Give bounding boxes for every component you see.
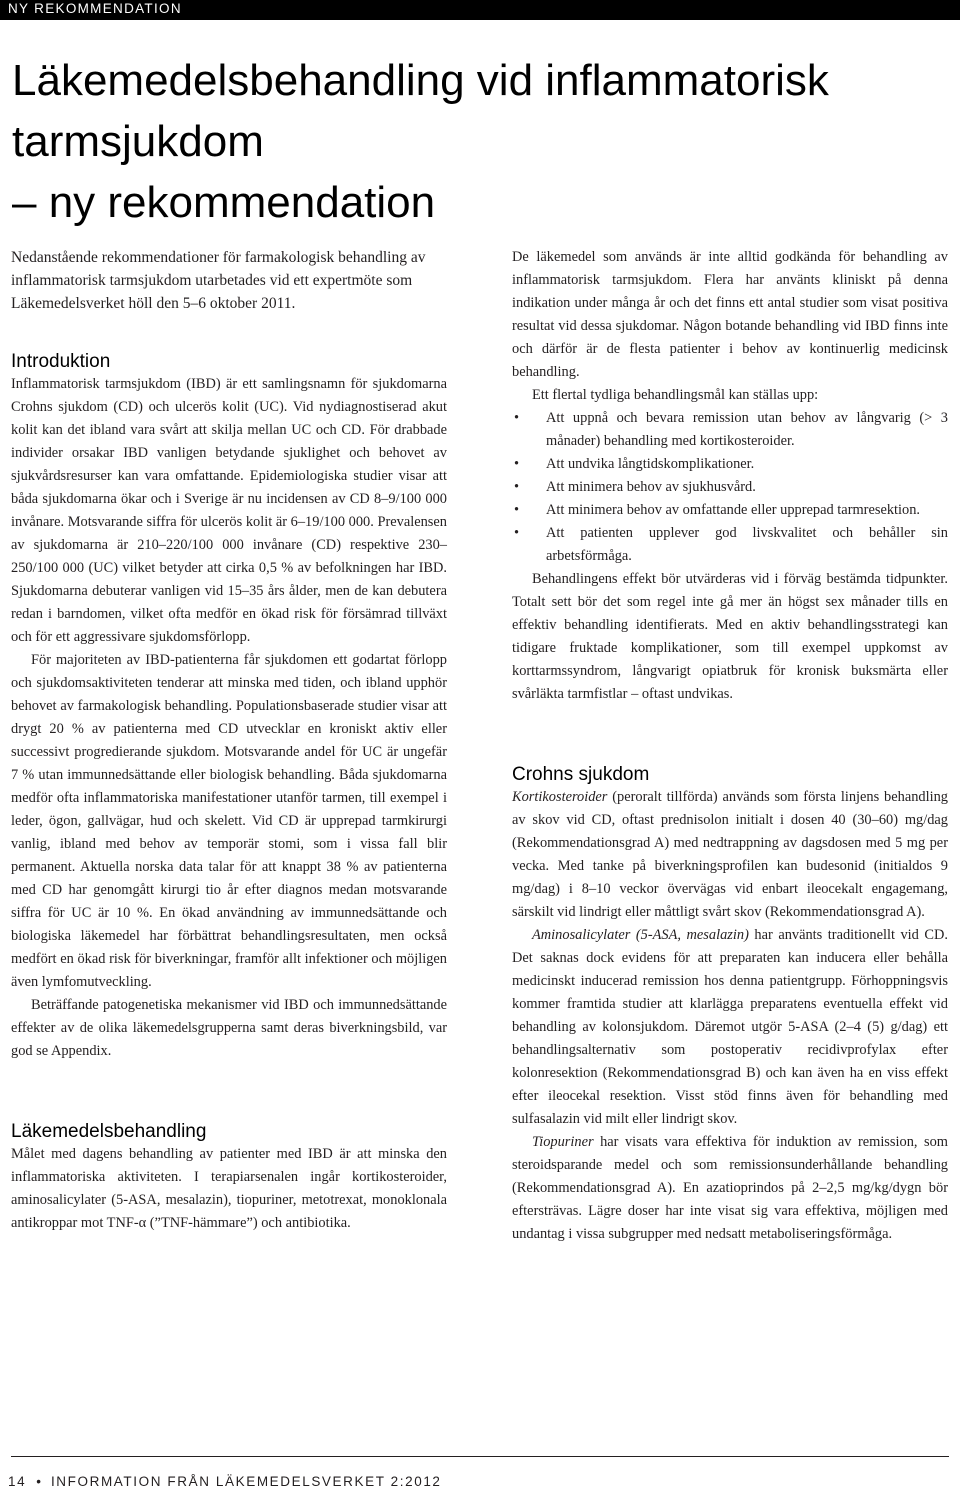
section-header-band (0, 0, 960, 20)
right-paragraph-3: Behandlingens effekt bör utvärderas vid i förväg bestämda tidpunkter. Totalt sett bör det som regel inte gå mer än högst sex månader tills en effektiv behandling identifierats. Med en aktiv behandlingsstrategi kan tidigare fruktade komplikationer, som till exempel uppkomst av korttarmssyndrom, långvarigt opiatbruk för kronisk buksmärta eller svårläkta tarmfistlar – oftast undvikas. (512, 571, 948, 702)
footer-divider (11, 1456, 949, 1457)
term-aminosalicylater: Aminosalicylater (5-ASA, mesalazin) (532, 927, 749, 943)
right-column (512, 246, 948, 1246)
heading-lakemedelsbehandling: Läkemedelsbehandling (11, 1121, 207, 1142)
page-title (12, 50, 952, 233)
list-item: • Att uppnå och bevara remission utan behov av långvarig (> 3 månader) behandling med kortikosteroider. (512, 407, 948, 453)
publication-name: INFORMATION FRÅN LÄKEMEDELSVERKET 2:2012 (50, 1474, 442, 1489)
goals-intro: Ett flertal tydliga behandlingsmål kan ställas upp: (532, 387, 819, 403)
title-line-2: tarmsjukdom (12, 117, 264, 166)
left-column (11, 246, 447, 1235)
right-paragraph-1: De läkemedel som används är inte alltid godkända för behandling av inflammatorisk tarmsjukdom. Flera har använts kliniskt på denna indikation under många år och det finns ett antal studier som visat positiva resultat vid dessa sjukdomar. Någon botande behandling vid IBD finns inte och därför är de flesta patienter i behov av kontinuerlig medicinsk behandling. (512, 249, 948, 380)
treatment-goals-list (512, 407, 948, 568)
heading-introduktion: Introduktion (11, 351, 111, 372)
list-item: • Att undvika långtidskomplikationer. (512, 453, 948, 476)
crohn-paragraph-3-text: har visats vara effektiva för induktion av remission, som steroidsparande medel och som remissionsunderhållande behandling (Rekommendationsgrad A). En azatioprindos på 2–2,5 mg/kg/dygn bör eftersträvas. Lägre doser har inte visat sig vara effektiva, möjligen med undantag i vissa subgrupper med nedsatt metaboliseringsförmåga. (512, 1134, 948, 1242)
section-label: NY REKOMMENDATION (8, 1, 182, 16)
title-line-3: – ny rekommendation (12, 178, 436, 227)
crohn-paragraph-1 (512, 786, 948, 924)
intro-paragraph-2: För majoriteten av IBD-patienterna får sjukdomen ett godartat förlopp och sjukdomsaktiviteten tenderar att minska med tiden, och ibland upphör behovet av farmakologisk behandling. Populationsbaserade studier visar att drygt 20 % av patienterna med CD utvecklar en kroniskt aktiv eller successivt progredierande sjukdom. Motsvarande andel för UC är ungefär 7 % utan immunnedsättande eller biologisk behandling. Båda sjukdomarna medför ofta inflammatoriska manifestationer utanför tarmen, till exempel i leder, ögon, gallvägar, hud och skelett. Vid CD är upprepad tarmkirurgi vanlig, ibland med behov av temporär stomi, som i vissa fall blir permanent. Aktuella norska data talar för att knappt 38 % av patienterna med CD har genomgått kirurgi tio år efter diagnos medan motsvarande siffra för UC är 10 %. En ökad användning av immunnedsättande och biologiska läkemedel har förbättrat behandlingsresultaten, men också medfört en ökad risk för biverkningar, framför allt infektioner och möjligen även lymfomutveckling. (11, 652, 447, 990)
treatment-paragraph-1: Målet med dagens behandling av patienter med IBD är att minska den inflammatoriska aktiviteten. I terapiarsenalen ingår kortikosteroider, aminosalicylater (5-ASA, mesalazin), tiopuriner, metotrexat, monoklonala antikroppar mot TNF-α (”TNF-hämmare”) och antibiotika. (11, 1146, 447, 1231)
intro-paragraph-1: Inflammatorisk tarmsjukdom (IBD) är ett samlingsnamn för sjukdomarna Crohns sjukdom (CD) och ulcerös kolit (UC). Vid nydiagnostiserad akut kolit kan det ibland vara svårt att skilja mellan UC och CD. För drabbade individer orsakar IBD vanligen betydande sjuklighet och behovet av sjukvårdsresurser kan vara omfattande. Epidemiologiska studier visar att båda sjukdomarna ökar och i Sverige är nu incidensen av CD 8–9/100 000 invånare. Motsvarande siffra för ulcerös kolit är 6–19/100 000. Prevalensen av sjukdomarna är 210–220/100 000 invånare (CD) respektive 230–250/100 000 (UC) vilket betyder att cirka 0,5 % av befolkningen har IBD. Sjukdomarna debuterar vanligen vid 15–35 års ålder, men de kan debutera redan i barndomen, vilket ofta medför en ökad risk för försämrad tillväxt och för ett aggressivare sjukdomsförlopp. (11, 376, 447, 645)
term-kortikosteroider: Kortikosteroider (512, 789, 608, 805)
page-footer (8, 1474, 442, 1489)
lead-paragraph: Nedanstående rekommendationer för farmakologisk behandling av inflammatorisk tarmsjukdom utarbetades vid ett expertmöte som Läkemedelsverket höll den 5–6 oktober 2011. (11, 249, 426, 312)
term-tiopuriner: Tiopuriner (532, 1134, 594, 1150)
title-line-1: Läkemedelsbehandling vid inflammatorisk (12, 56, 829, 105)
intro-paragraph-3: Beträffande patogenetiska mekanismer vid IBD och immunnedsättande effekter av de olika läkemedelsgrupperna samt deras biverkningsbild, var god se Appendix. (11, 997, 447, 1059)
list-item: • Att minimera behov av sjukhusvård. (512, 476, 948, 499)
crohn-paragraph-2-text: har använts traditionellt vid CD. Det saknas dock evidens för att preparaten kan inducera eller behålla medicinskt inducerad remission hos denna patientgrupp. Förhoppningsvis kommer framtida studier att klarlägga preparatens eventuella effekt vid behandling av kolonsjukdom. Däremot utgör 5-ASA (2–4 (5) g/dag) ett behandlingsalternativ som postoperativ recidivprofylax efter kolonresektion (Rekommendationsgrad B) och kan även ha en viss effekt efter ileocekal resektion. Visst stöd finns även för behandling med sulfasalazin vid milt eller lindrigt skov. (512, 927, 948, 1127)
footer-separator: • (36, 1474, 41, 1489)
crohn-paragraph-2 (512, 924, 948, 1131)
list-item: • Att patienten upplever god livskvalitet och behåller sin arbetsförmåga. (512, 522, 948, 568)
heading-crohns-sjukdom: Crohns sjukdom (512, 764, 650, 785)
crohn-paragraph-1-text: (peroralt tillförda) används som första linjens behandling av skov vid CD, oftast prednisolon initialt i dosen 40 (30–60) mg/dag (Rekommendationsgrad A) med nedtrappning av dagsdosen med 5 mg per vecka. Med tanke på biverkningsprofilen kan budesonid (initialdos 9 mg/dag) i 8–10 veckor övervägas vid enbart ileocekalt engagemang, särskilt vid lindrigt eller måttligt svårt skov (Rekommendationsgrad A). (512, 789, 948, 920)
list-item: • Att minimera behov av omfattande eller upprepad tarmresektion. (512, 499, 948, 522)
crohn-paragraph-3 (512, 1131, 948, 1246)
page-number: 14 (8, 1474, 27, 1489)
